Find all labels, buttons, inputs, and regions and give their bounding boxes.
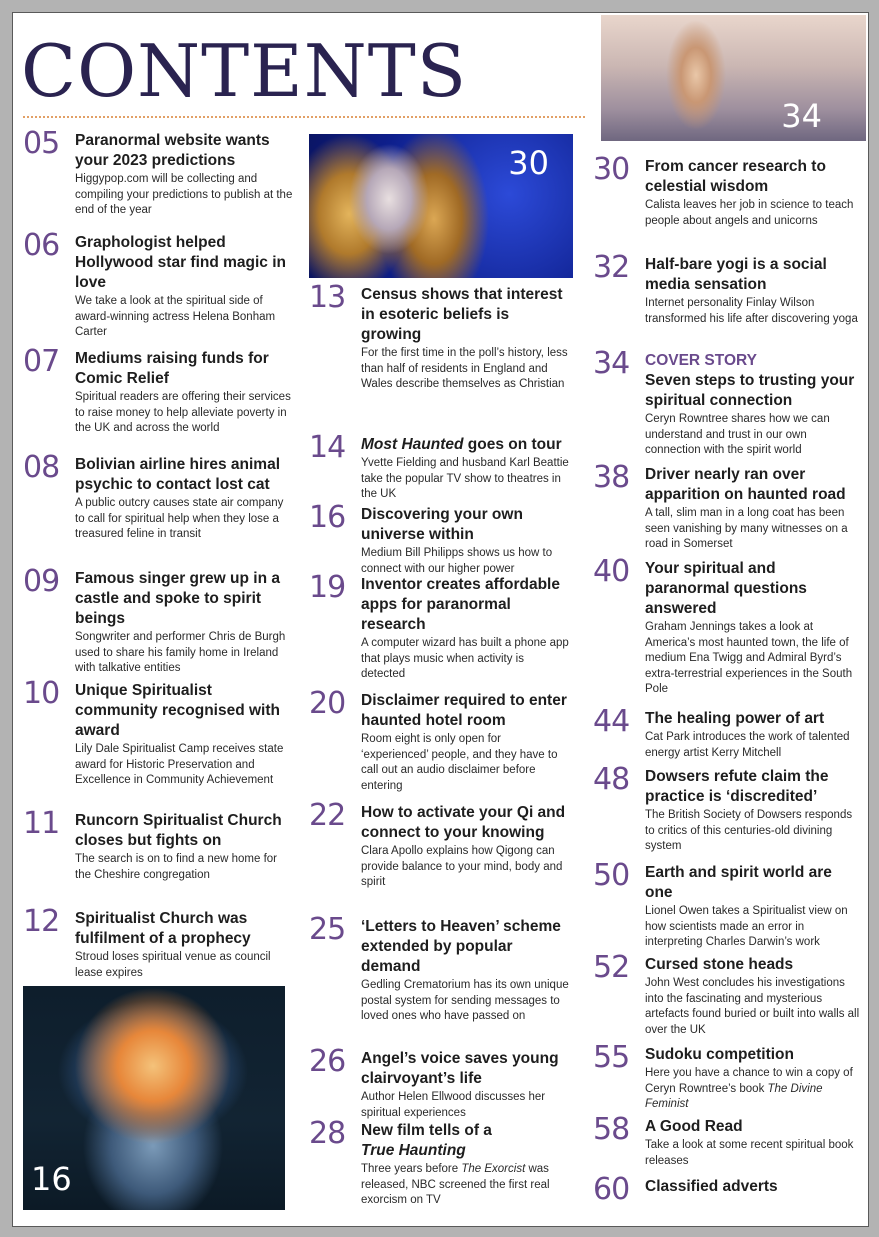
entry-headline: Your spiritual and paranormal questions answered <box>645 560 807 617</box>
page-title: CONTENTS <box>21 29 468 113</box>
contents-entry[interactable] <box>593 950 861 1043</box>
description-text: Three years before <box>361 1163 462 1175</box>
page-number: 20 <box>309 686 346 721</box>
contents-entry[interactable] <box>309 798 571 915</box>
page-number: 19 <box>309 570 346 605</box>
entry-headline: Dowsers refute claim the practice is ‘discredited’ <box>645 768 829 805</box>
page-number: 58 <box>593 1112 630 1147</box>
entry-description: Lionel Owen takes a Spiritualist view on how scientists made an error in interpreting Charles Darwin’s work <box>645 905 848 948</box>
contents-entry[interactable] <box>593 250 861 349</box>
page-number: 05 <box>23 126 60 161</box>
entry-description: For the first time in the poll’s history, less than half of residents in England and Wales describe themselves as Christian <box>361 347 568 390</box>
contents-entry[interactable] <box>23 228 293 347</box>
entry-headline: Unique Spiritualist community recognised with award <box>75 682 280 739</box>
entry-headline: Spiritualist Church was fulfilment of a prophecy <box>75 910 251 947</box>
entry-headline: Bolivian airline hires animal psychic to contact lost cat <box>75 456 281 493</box>
contents-column-2 <box>309 280 571 1213</box>
contents-entry[interactable] <box>23 564 293 679</box>
entry-headline: Classified adverts <box>645 1178 778 1195</box>
entry-description: Spiritual readers are offering their services to raise money to help alleviate poverty in the UK and across the world <box>75 391 291 434</box>
page-number: 30 <box>593 152 630 187</box>
contents-entry[interactable] <box>23 344 293 453</box>
entry-description: Cat Park introduces the work of talented energy artist Kerry Mitchell <box>645 731 850 759</box>
contents-entry[interactable] <box>593 704 861 765</box>
entry-headline: Discovering your own universe within <box>361 506 523 543</box>
description-text: Here you have a chance to win a copy of Ceryn Rowntree’s book <box>645 1067 853 1095</box>
angel-image <box>309 134 573 278</box>
headline-text: New film tells of a <box>361 1122 492 1139</box>
contents-entry[interactable] <box>593 762 861 861</box>
cosmic-head-image <box>23 986 285 1210</box>
entry-headline: Famous singer grew up in a castle and spoke to spirit beings <box>75 570 280 627</box>
page-number: 60 <box>593 1172 630 1207</box>
contents-entry[interactable] <box>309 430 571 503</box>
dotted-divider <box>23 116 585 118</box>
entry-description: Stroud loses spiritual venue as council lease expires <box>75 951 271 979</box>
page-number: 52 <box>593 950 630 985</box>
page-number: 50 <box>593 858 630 893</box>
entry-description: Ceryn Rowntree shares how we can understand and trust in our own connection with the spirit world <box>645 413 830 456</box>
entry-description: Internet personality Finlay Wilson transformed his life after discovering yoga <box>645 297 858 325</box>
entry-headline: Earth and spirit world are one <box>645 864 832 901</box>
entry-description: Clara Apollo explains how Qigong can provide balance to your mind, body and spirit <box>361 845 563 888</box>
contents-entry[interactable] <box>593 1040 861 1115</box>
entry-headline: Sudoku competition <box>645 1046 794 1063</box>
yogi-image-page-number: 34 <box>781 97 822 135</box>
page-number: 28 <box>309 1116 346 1151</box>
contents-entry[interactable] <box>309 1044 571 1119</box>
contents-entry[interactable] <box>309 912 571 1047</box>
page-number: 09 <box>23 564 60 599</box>
page-number: 44 <box>593 704 630 739</box>
entry-description: Higgypop.com will be collecting and compiling your predictions to publish at the end of the year <box>75 173 293 216</box>
entry-description: A public outcry causes state air company to call for spiritual help when they lose a treasured feline in transit <box>75 497 284 540</box>
entry-headline: Census shows that interest in esoteric beliefs is growing <box>361 286 563 343</box>
contents-entry[interactable] <box>593 1172 861 1215</box>
contents-entry[interactable] <box>593 460 861 557</box>
entry-headline: Driver nearly ran over apparition on haunted road <box>645 466 846 503</box>
page-number: 06 <box>23 228 60 263</box>
angel-image-page-number: 30 <box>508 144 549 182</box>
headline-italic: Most Haunted <box>361 436 464 453</box>
page-number: 55 <box>593 1040 630 1075</box>
page-number: 10 <box>23 676 60 711</box>
headline-italic: True Haunting <box>361 1142 466 1159</box>
entry-headline: The healing power of art <box>645 710 825 727</box>
page-number: 08 <box>23 450 60 485</box>
entry-headline: Half-bare yogi is a social media sensation <box>645 256 827 293</box>
entry-headline: ‘Letters to Heaven’ scheme extended by popular demand <box>361 918 561 975</box>
contents-entry[interactable] <box>309 570 571 689</box>
contents-column-3 <box>593 152 861 1215</box>
contents-entry[interactable] <box>593 152 861 253</box>
contents-entry[interactable] <box>593 554 861 707</box>
entry-headline: Cursed stone heads <box>645 956 794 973</box>
entry-description: Gedling Crematorium has its own unique postal system for sending messages to loved ones who have passed on <box>361 979 569 1022</box>
entry-headline: Graphologist helped Hollywood star find magic in love <box>75 234 286 291</box>
contents-entry[interactable] <box>23 450 293 567</box>
contents-entry[interactable] <box>23 806 293 907</box>
contents-entry[interactable] <box>309 686 571 801</box>
contents-page <box>12 12 869 1227</box>
entry-description <box>361 1162 571 1209</box>
entry-description: Songwriter and performer Chris de Burgh used to share his family home in Ireland with talkative entities <box>75 631 286 674</box>
entry-description: Medium Bill Philipps shows us how to connect with our higher power <box>361 547 553 575</box>
contents-column-1 <box>23 126 293 987</box>
entry-description: Author Helen Ellwood discusses her spiritual experiences <box>361 1091 546 1119</box>
contents-entry[interactable] <box>593 346 861 463</box>
page-number: 32 <box>593 250 630 285</box>
entry-headline: From cancer research to celestial wisdom <box>645 158 826 195</box>
entry-headline: Mediums raising funds for Comic Relief <box>75 350 269 387</box>
page-number: 40 <box>593 554 630 589</box>
description-text: was released, NBC screened the first real exorcism on TV <box>361 1163 550 1206</box>
contents-entry[interactable] <box>309 280 571 433</box>
page-number: 14 <box>309 430 346 465</box>
entry-description: We take a look at the spiritual side of award-winning actress Helena Bonham Carter <box>75 295 276 338</box>
entry-headline <box>361 435 571 455</box>
entry-headline: How to activate your Qi and connect to your knowing <box>361 804 566 841</box>
contents-entry[interactable] <box>23 904 293 987</box>
page-number: 48 <box>593 762 630 797</box>
entry-description: A computer wizard has built a phone app that plays music when activity is detected <box>361 637 569 680</box>
contents-entry[interactable] <box>309 500 571 575</box>
entry-description: Calista leaves her job in science to teach people about angels and unicorns <box>645 199 854 227</box>
entry-headline: Disclaimer required to enter haunted hotel room <box>361 692 567 729</box>
contents-entry[interactable] <box>593 858 861 953</box>
page-number: 11 <box>23 806 60 841</box>
entry-headline: Seven steps to trusting your spiritual connection <box>645 372 855 409</box>
cover-story-kicker: COVER STORY <box>645 352 757 369</box>
page-number: 34 <box>593 346 630 381</box>
head-image-page-number: 16 <box>31 1160 72 1198</box>
yogi-image <box>601 15 866 141</box>
entry-description: Room eight is only open for ‘experienced’ people, and they have to call out an audio disclaimer before entering <box>361 733 558 792</box>
headline-text: goes on tour <box>463 436 562 453</box>
entry-description: Lily Dale Spiritualist Camp receives state award for Historic Preservation and Excellence in Community Achievement <box>75 743 284 786</box>
page-number: 07 <box>23 344 60 379</box>
entry-description: Graham Jennings takes a look at America’s most haunted town, the life of medium Ena Twigg and Admiral Byrd’s extra-terrestrial experiences in the South Pole <box>645 621 853 695</box>
entry-headline: Paranormal website wants your 2023 predictions <box>75 132 270 169</box>
entry-headline: Angel’s voice saves young clairvoyant’s life <box>361 1050 559 1087</box>
page-number: 26 <box>309 1044 346 1079</box>
entry-description <box>645 1066 861 1113</box>
contents-entry[interactable] <box>23 676 293 809</box>
page-number: 16 <box>309 500 346 535</box>
entry-description: Yvette Fielding and husband Karl Beattie take the popular TV show to theatres in the UK <box>361 457 569 500</box>
page-number: 12 <box>23 904 60 939</box>
entry-description: A tall, slim man in a long coat has been seen vanishing by many witnesses on a road in Somerset <box>645 507 848 550</box>
entry-description: John West concludes his investigations into the fascinating and mysterious artefacts found buried or built into walls all over the UK <box>645 977 860 1036</box>
page-number: 25 <box>309 912 346 947</box>
contents-entry[interactable] <box>309 1116 571 1213</box>
entry-description: The British Society of Dowsers responds to critics of this centuries-old divining system <box>645 809 853 852</box>
entry-description: Take a look at some recent spiritual book releases <box>645 1139 854 1167</box>
page-number: 22 <box>309 798 346 833</box>
description-italic: The Exorcist <box>461 1163 526 1175</box>
contents-entry[interactable] <box>593 1112 861 1175</box>
entry-headline: A Good Read <box>645 1118 743 1135</box>
contents-entry[interactable] <box>23 126 293 231</box>
description-italic: The Divine Feminist <box>645 1082 823 1110</box>
page-number: 38 <box>593 460 630 495</box>
entry-headline <box>361 1121 571 1161</box>
entry-headline: Inventor creates affordable apps for paranormal research <box>361 576 560 633</box>
page-number: 13 <box>309 280 346 315</box>
entry-description: The search is on to find a new home for the Cheshire congregation <box>75 853 277 881</box>
entry-headline: Runcorn Spiritualist Church closes but fights on <box>75 812 282 849</box>
